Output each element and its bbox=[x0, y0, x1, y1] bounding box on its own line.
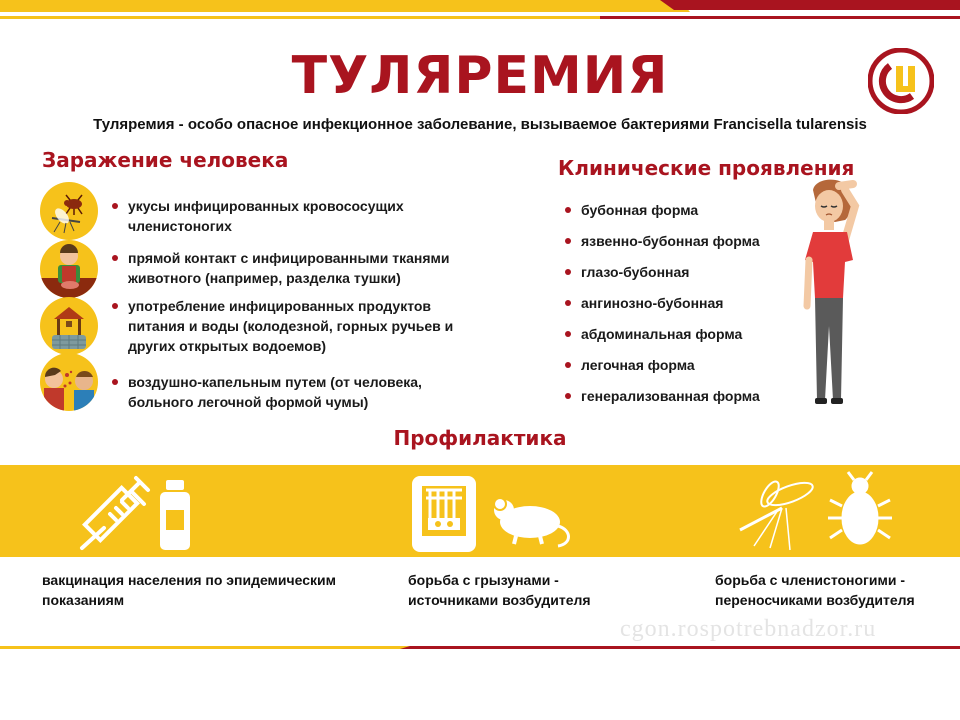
page-title: ТУЛЯРЕМИЯ bbox=[291, 46, 669, 106]
clinical-item: ангинозно-бубонная bbox=[565, 293, 795, 313]
top-stripe-red bbox=[660, 0, 960, 10]
infection-item-3: употребление инфицированных продуктов питания и воды (колодезной, горных ручьев и других открытых водоемов) bbox=[112, 296, 472, 356]
bullet bbox=[565, 207, 571, 213]
bullet bbox=[112, 303, 118, 309]
clinical-item: генерализованная форма bbox=[565, 386, 795, 406]
clinical-heading: Клинические проявления bbox=[558, 156, 855, 180]
infection-heading: Заражение человека bbox=[42, 148, 289, 172]
sick-person-illustration bbox=[795, 176, 895, 410]
bullet bbox=[112, 379, 118, 385]
bullet bbox=[565, 362, 571, 368]
sneeze-icon bbox=[40, 353, 98, 411]
bullet bbox=[565, 238, 571, 244]
clinical-item: бубонная форма bbox=[565, 200, 795, 220]
clinical-item: язвенно-бубонная форма bbox=[565, 231, 795, 251]
bullet bbox=[565, 331, 571, 337]
top-thin-stripe-yellow bbox=[0, 16, 610, 19]
mosquito-tick-icon bbox=[40, 182, 98, 240]
prevention-item-2: борьба с грызунами - источниками возбудителя bbox=[408, 572, 591, 608]
well-icon bbox=[40, 297, 98, 355]
cgon-logo-icon bbox=[868, 48, 934, 114]
infection-item-2: прямой контакт с инфицированными тканями животного (например, разделка тушки) bbox=[112, 248, 472, 288]
bottom-stripe-red bbox=[400, 646, 960, 649]
bullet bbox=[565, 269, 571, 275]
clinical-item: абдоминальная форма bbox=[565, 324, 795, 344]
prevention-item-3: борьба с членистоногими - переносчиками возбудителя bbox=[715, 572, 915, 608]
syringe-vial-icon bbox=[70, 470, 210, 554]
top-thin-stripe-red bbox=[600, 16, 960, 19]
prevention-item-1: вакцинация населения по эпидемическим показаниям bbox=[42, 572, 336, 608]
bullet bbox=[565, 393, 571, 399]
mosquito-louse-icon bbox=[730, 470, 900, 554]
bullet bbox=[112, 255, 118, 261]
bullet bbox=[565, 300, 571, 306]
subtitle: Туляремия - особо опасное инфекционное заболевание, вызываемое бактериями Francisella tularensis bbox=[93, 116, 867, 133]
bullet bbox=[112, 203, 118, 209]
infection-item-1: укусы инфицированных кровососущих членистоногих bbox=[112, 196, 472, 236]
clinical-item: глазо-бубонная bbox=[565, 262, 795, 282]
butcher-icon bbox=[40, 240, 98, 298]
watermark: cgon.rospotrebnadzor.ru bbox=[620, 616, 877, 642]
clinical-item: легочная форма bbox=[565, 355, 795, 375]
prevention-heading: Профилактика bbox=[393, 426, 567, 450]
infection-item-4: воздушно-капельным путем (от человека, больного легочной формой чумы) bbox=[112, 372, 472, 412]
rat-trap-icon bbox=[408, 470, 578, 554]
